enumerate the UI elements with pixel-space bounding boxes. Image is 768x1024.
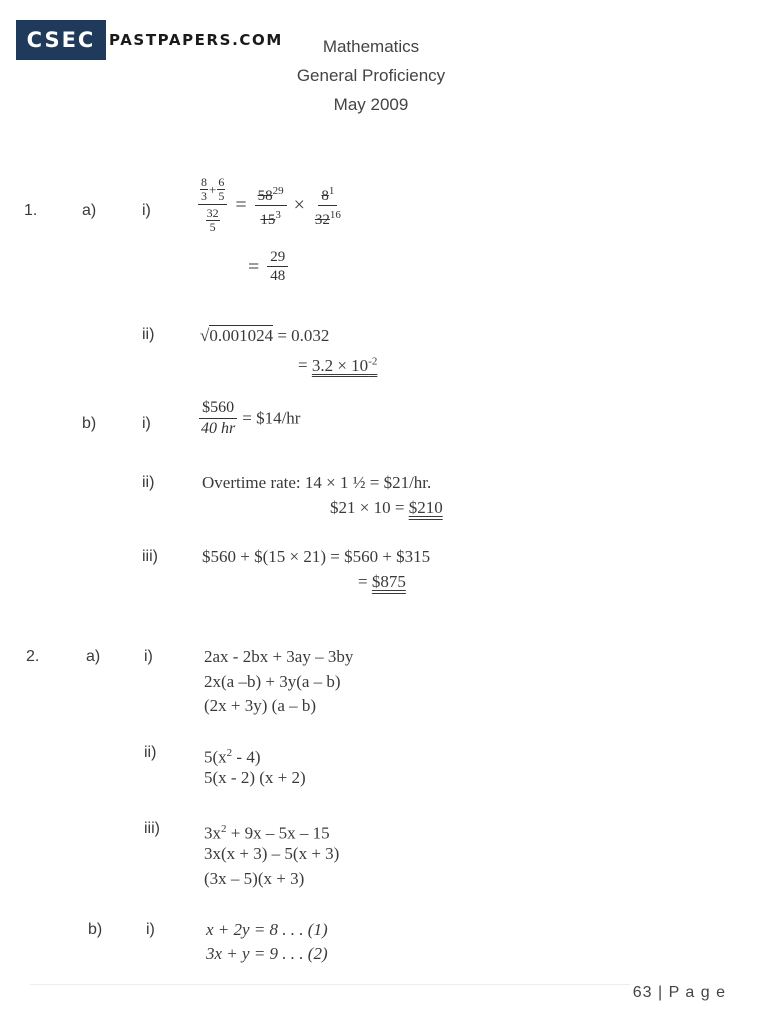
- subpart-label-2a-iii: iii): [144, 820, 160, 837]
- part-label-2a: a): [86, 648, 101, 665]
- subpart-label-1b-iii: iii): [142, 548, 158, 565]
- question-number-1: 1.: [24, 202, 38, 219]
- fraction-8-32: $\frac{8^1}{32^{16}}$: [312, 182, 344, 229]
- logo-badge: CSEC: [16, 20, 106, 60]
- subpart-label-2b-i: i): [146, 921, 155, 938]
- page-number: 63 | P a g e: [632, 984, 726, 1001]
- fraction-29-48: $\frac{29}{48}$: [267, 248, 288, 285]
- q1b-ii-line1: Overtime rate: 14 × 1 ½ = $21/hr.: [202, 473, 432, 492]
- fraction-58-15: $\frac{58^{29}}{15^3}$: [255, 182, 287, 229]
- q1a-ii-answer: $3.2 \times 10^{-2}$: [311, 355, 378, 375]
- q2b-i-equation-2: 3x + y = 9 . . . (2): [206, 944, 328, 963]
- fraction-6-5: $\frac{6}{5}$: [218, 175, 225, 203]
- question-number-2: 2.: [26, 648, 40, 665]
- complex-fraction: $\frac{8}{3}$ + $\frac{6}{5}$ $\frac{32}{5}$: [198, 176, 227, 234]
- q2b-i-equation-1: x + 2y = 8 . . . (1): [206, 920, 328, 939]
- q1b-i-expression: $\frac{\$560}{40 hr}$ = $14/hr: [198, 398, 300, 439]
- subject-title: Mathematics: [322, 37, 420, 56]
- part-label-2b: b): [88, 921, 103, 938]
- fraction-560-40hr: $\frac{\$560}{40 hr}$: [201, 399, 236, 437]
- q1a-ii-line1: √0.001024 = 0.032: [200, 326, 330, 345]
- q1b-ii-line2: $21 × 10 = $210: [330, 498, 443, 517]
- exam-date: May 2009: [333, 95, 409, 114]
- q2a-i-line3: (2x + 3y) (a – b): [204, 696, 317, 715]
- q2a-ii-line1: $5(x^2 - 4)$: [204, 747, 261, 767]
- q2a-i-line1: 2ax - 2bx + 3ay – 3by: [204, 647, 354, 666]
- subpart-label-1b-ii: ii): [142, 474, 155, 491]
- footer-divider: [30, 984, 630, 985]
- q1a-i-result: = $\frac{29}{48}$: [248, 248, 288, 285]
- logo-text: PASTPAPERS.COM: [109, 31, 283, 49]
- q1b-iii-line1: $560 + $(15 × 21) = $560 + $315: [202, 547, 431, 566]
- q2a-iii-line2: 3x(x + 3) – 5(x + 3): [204, 844, 340, 863]
- q1a-ii-line2: = $3.2 \times 10^{-2}$: [298, 355, 378, 375]
- q1a-i-expression: $\frac{8}{3}$ + $\frac{6}{5}$ $\frac{32}{5}$ = $\frac{58^{29}}{15^3}$ × $\frac{8^1}{32^{16}}$: [198, 176, 344, 234]
- q2a-iii-line3: (3x – 5)(x + 3): [204, 869, 305, 888]
- q2a-ii-line2: 5(x - 2) (x + 2): [204, 768, 306, 787]
- document-header: [230, 32, 512, 119]
- part-label-1a: a): [82, 202, 97, 219]
- subpart-label-1b-i: i): [142, 415, 151, 432]
- q1b-iii-answer: $875: [371, 572, 406, 591]
- subpart-label-1a-i: i): [142, 202, 151, 219]
- exam-level: General Proficiency: [296, 66, 446, 85]
- fraction-8-3: $\frac{8}{3}$: [201, 175, 207, 203]
- q2a-i-line2: 2x(a –b) + 3y(a – b): [204, 672, 341, 691]
- q1b-ii-answer: $210: [408, 498, 443, 517]
- fraction-32-5: $\frac{32}{5}$: [206, 206, 219, 234]
- part-label-1b: b): [82, 415, 97, 432]
- q2a-iii-line1: $3x^2 + 9x - 5x - 15$: [204, 823, 330, 843]
- subpart-label-1a-ii: ii): [142, 326, 155, 343]
- q1b-iii-line2: = $875: [358, 572, 406, 591]
- subpart-label-2a-ii: ii): [144, 744, 157, 761]
- subpart-label-2a-i: i): [144, 648, 153, 665]
